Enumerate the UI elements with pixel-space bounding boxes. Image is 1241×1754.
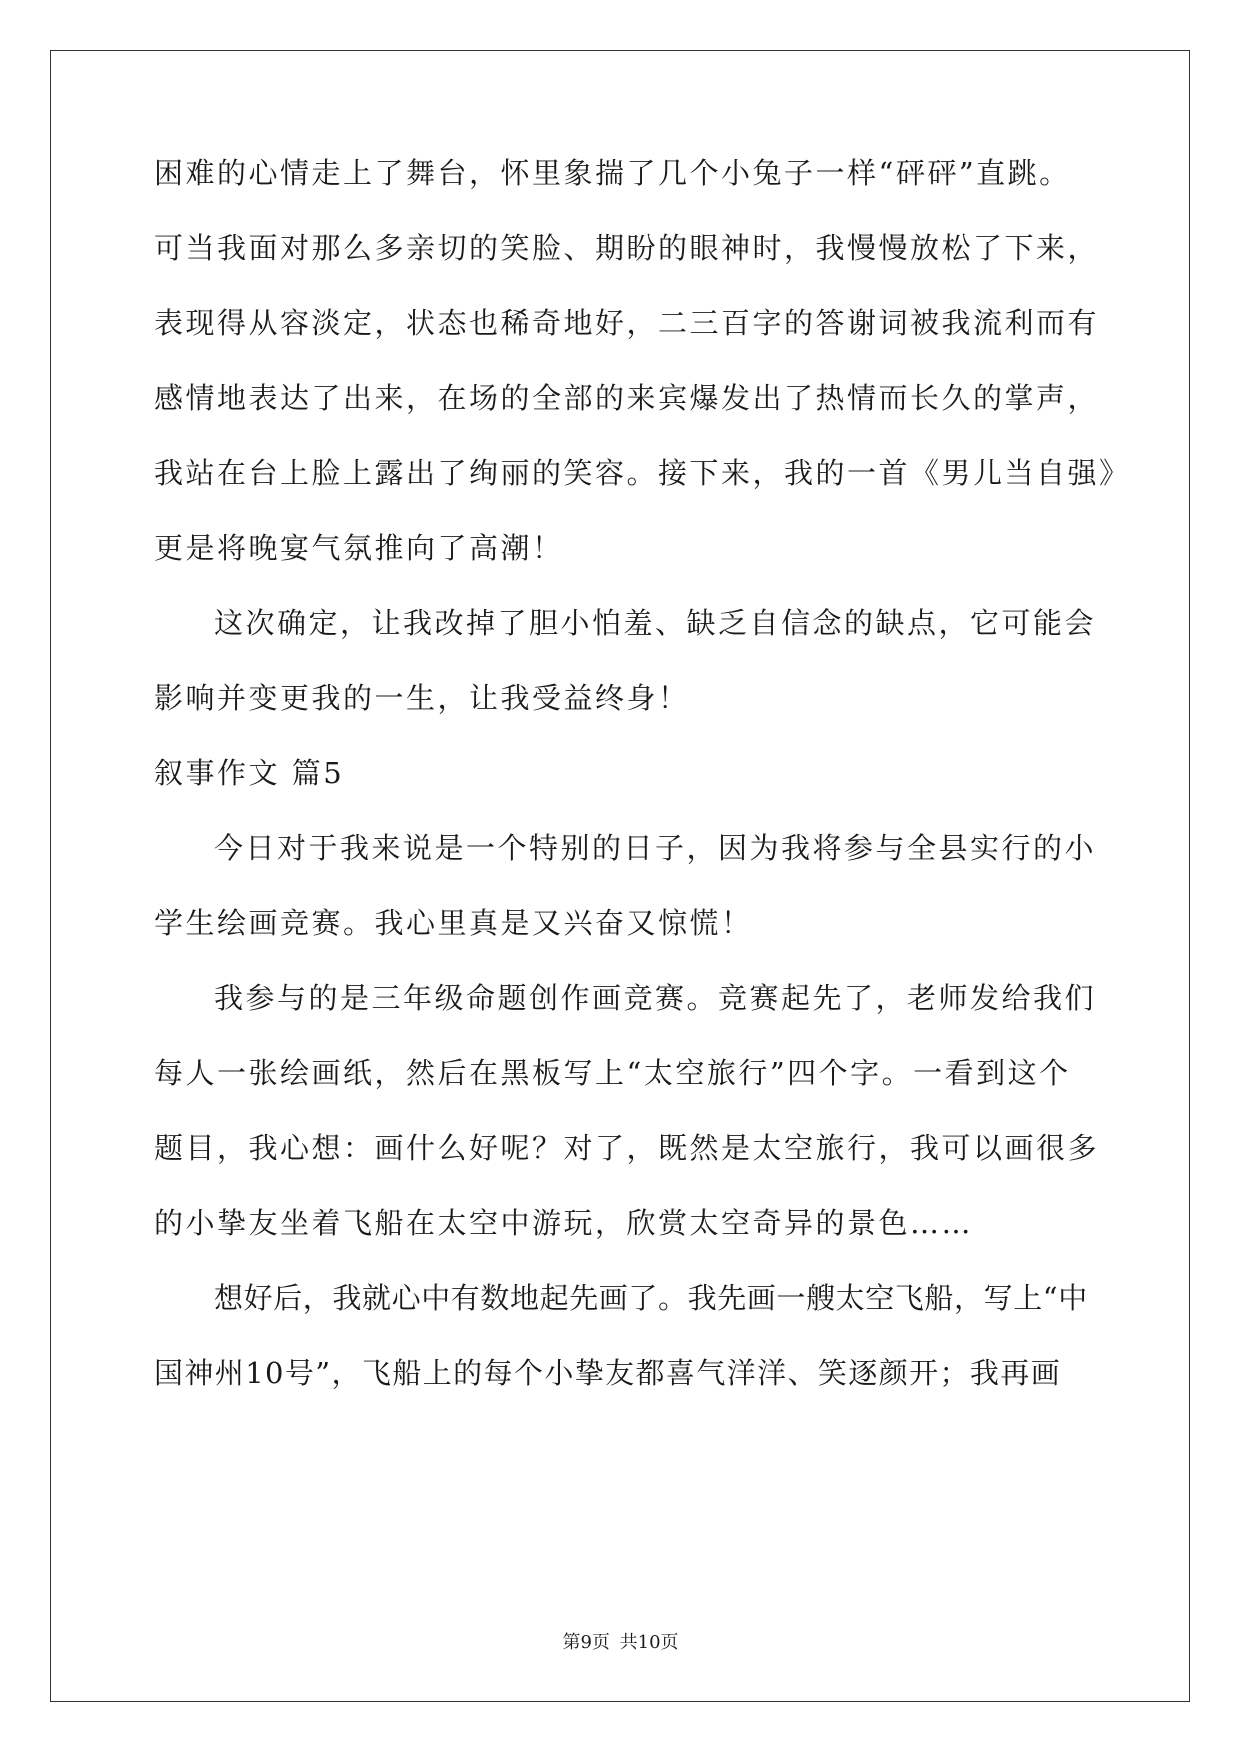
text-line: 的小挚友坐着飞船在太空中游玩，欣赏太空奇异的景色…… [154, 1206, 974, 1240]
text-line: 今日对于我来说是一个特别的日子，因为我将参与全县实行的小 [214, 831, 1097, 865]
page-number: 第9页 [562, 1632, 610, 1653]
text-line: 影响并变更我的一生，让我受益终身！ [154, 681, 690, 715]
text-line: 学生绘画竞赛。我心里真是又兴奋又惊慌！ [154, 906, 753, 940]
text-line: 每人一张绘画纸，然后在黑板写上“太空旅行”四个字。一看到这个 [154, 1056, 1071, 1090]
text-line: 题目，我心想：画什么好呢？对了，既然是太空旅行，我可以画很多 [154, 1131, 1100, 1165]
text-line: 困难的心情走上了舞台，怀里象揣了几个小兔子一样“砰砰”直跳。 [154, 156, 1071, 190]
page-footer [0, 1628, 1241, 1654]
text-line: 表现得从容淡定，状态也稀奇地好，二三百字的答谢词被我流利而有 [154, 306, 1100, 340]
section-heading: 叙事作文 篇5 [154, 756, 345, 790]
text-line: 想好后，我就心中有数地起先画了。我先画一艘太空飞船，写上“中 [214, 1281, 1088, 1315]
text-line: 更是将晚宴气氛推向了高潮！ [154, 531, 564, 565]
text-line: 可当我面对那么多亲切的笑脸、期盼的眼神时，我慢慢放松了下来， [154, 231, 1100, 265]
page-total: 共10页 [619, 1632, 679, 1653]
text-line: 国神州10号”，飞船上的每个小挚友都喜气洋洋、笑逐颜开；我再画 [154, 1356, 1062, 1390]
page-frame [50, 50, 1190, 1702]
text-line: 我站在台上脸上露出了绚丽的笑容。接下来，我的一首《男儿当自强》 [154, 456, 1131, 490]
text-line: 这次确定，让我改掉了胆小怕羞、缺乏自信念的缺点，它可能会 [214, 606, 1097, 640]
text-line: 我参与的是三年级命题创作画竞赛。竞赛起先了，老师发给我们 [214, 981, 1097, 1015]
text-line: 感情地表达了出来，在场的全部的来宾爆发出了热情而长久的掌声， [154, 381, 1100, 415]
